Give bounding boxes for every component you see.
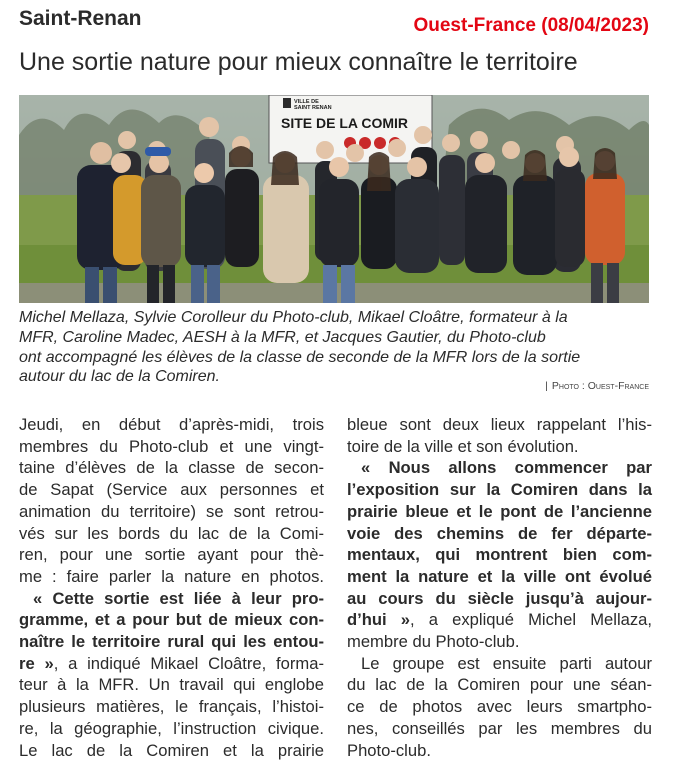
town-crest-icon <box>283 98 291 108</box>
photo-credit <box>545 380 649 392</box>
credit-label: Photo : Ouest-France <box>551 380 649 392</box>
body-line-quote: au cours du siècle jusqu’à aujour- <box>347 588 652 608</box>
group-photo <box>19 95 649 303</box>
body-line: Le lac de la Comiren et la prairie <box>19 740 324 760</box>
body-line-quote: l’exposition sur la Comiren dans la <box>347 480 652 500</box>
body-line-quote: « Nous allons commencer par <box>361 458 652 478</box>
body-line-quote: ment la nature et la ville ont évolué <box>347 566 652 586</box>
body-line: de Sapat (Service aux personnes et <box>19 480 324 500</box>
body-line: Jeudi, en début d’après-midi, trois <box>19 415 324 434</box>
sign-line2: SAINT RENAN <box>294 105 332 111</box>
source-label: Ouest-France (08/04/2023) <box>413 15 649 36</box>
beanie <box>145 147 171 156</box>
body-line: Le groupe est ensuite parti autour <box>361 653 652 673</box>
body-line: d’hui », a expliqué Michel Mellaza, <box>347 610 652 630</box>
caption-line: autour du lac de la Comiren. <box>19 368 220 386</box>
body-line: taine d’élèves de la classe de secon- <box>19 458 324 478</box>
body-line: nes, conseillés par les membres du <box>347 718 652 738</box>
body-line-quote: prairie bleue et le pont de l’ancienne <box>347 501 652 521</box>
body-line: ren, pour une sortie ayant pour thè- <box>19 545 324 565</box>
body-line: plusieurs matières, le français, l’histoi- <box>19 697 324 717</box>
body-line-quote: naître le territoire rural qui les entou- <box>19 632 324 652</box>
credit-divider: | <box>545 380 548 392</box>
body-line: me : faire parler la nature en photos. <box>19 566 324 586</box>
section-name: Saint-Renan <box>19 7 142 30</box>
body-line: bleue sont deux lieux rappelant l’his- <box>347 415 652 434</box>
body-line-quote: gramme, et a pour but de mieux con- <box>19 610 324 630</box>
body-line: re, la géographie, l’instruction civique. <box>19 718 324 738</box>
sign-title: SITE DE LA COMIR <box>281 115 409 131</box>
body-line: teur à la MFR. Un travail qui englobe <box>19 675 324 695</box>
body-line: toire de la ville et son évolution. <box>347 436 579 456</box>
body-line: vés sur les bords du lac de la Comi- <box>19 523 324 543</box>
quote-end: re » <box>19 653 54 673</box>
body-line: Photo-club. <box>347 740 431 760</box>
quote-end: d’hui » <box>347 610 411 630</box>
photo-caption <box>19 308 649 387</box>
article-headline: Une sortie nature pour mieux connaître le territoire <box>19 48 578 76</box>
body-line: membres du Photo-club et une vingt- <box>19 436 324 456</box>
article-column-1 <box>19 414 324 761</box>
body-line: re », a indiqué Mikael Cloâtre, forma- <box>19 653 324 673</box>
body-line: animation du territoire) se sont retrou- <box>19 501 324 521</box>
caption-line: Michel Mellaza, Sylvie Corolleur du Photo-club, Mikael Cloâtre, formateur à la <box>19 309 568 326</box>
body-line: du lac de la Comiren pour une séan- <box>347 675 652 695</box>
body-line-quote: « Cette sortie est liée à leur pro- <box>33 588 324 608</box>
caption-line: MFR, Caroline Madec, AESH à la MFR, et Jacques Gautier, du Photo-club <box>19 328 546 346</box>
body-line-quote: voie des chemins de fer départe- <box>347 523 652 543</box>
body-line: membre du Photo-club. <box>347 632 520 652</box>
sign-line1: VILLE DE <box>294 99 319 105</box>
body-line-quote: mentaux, qui montrent bien com- <box>347 545 652 565</box>
caption-line: ont accompagné les élèves de la classe de seconde de la MFR lors de la sortie <box>19 348 581 366</box>
article-column-2 <box>347 414 652 761</box>
body-line: ce de photos avec leurs smartpho- <box>347 697 652 717</box>
